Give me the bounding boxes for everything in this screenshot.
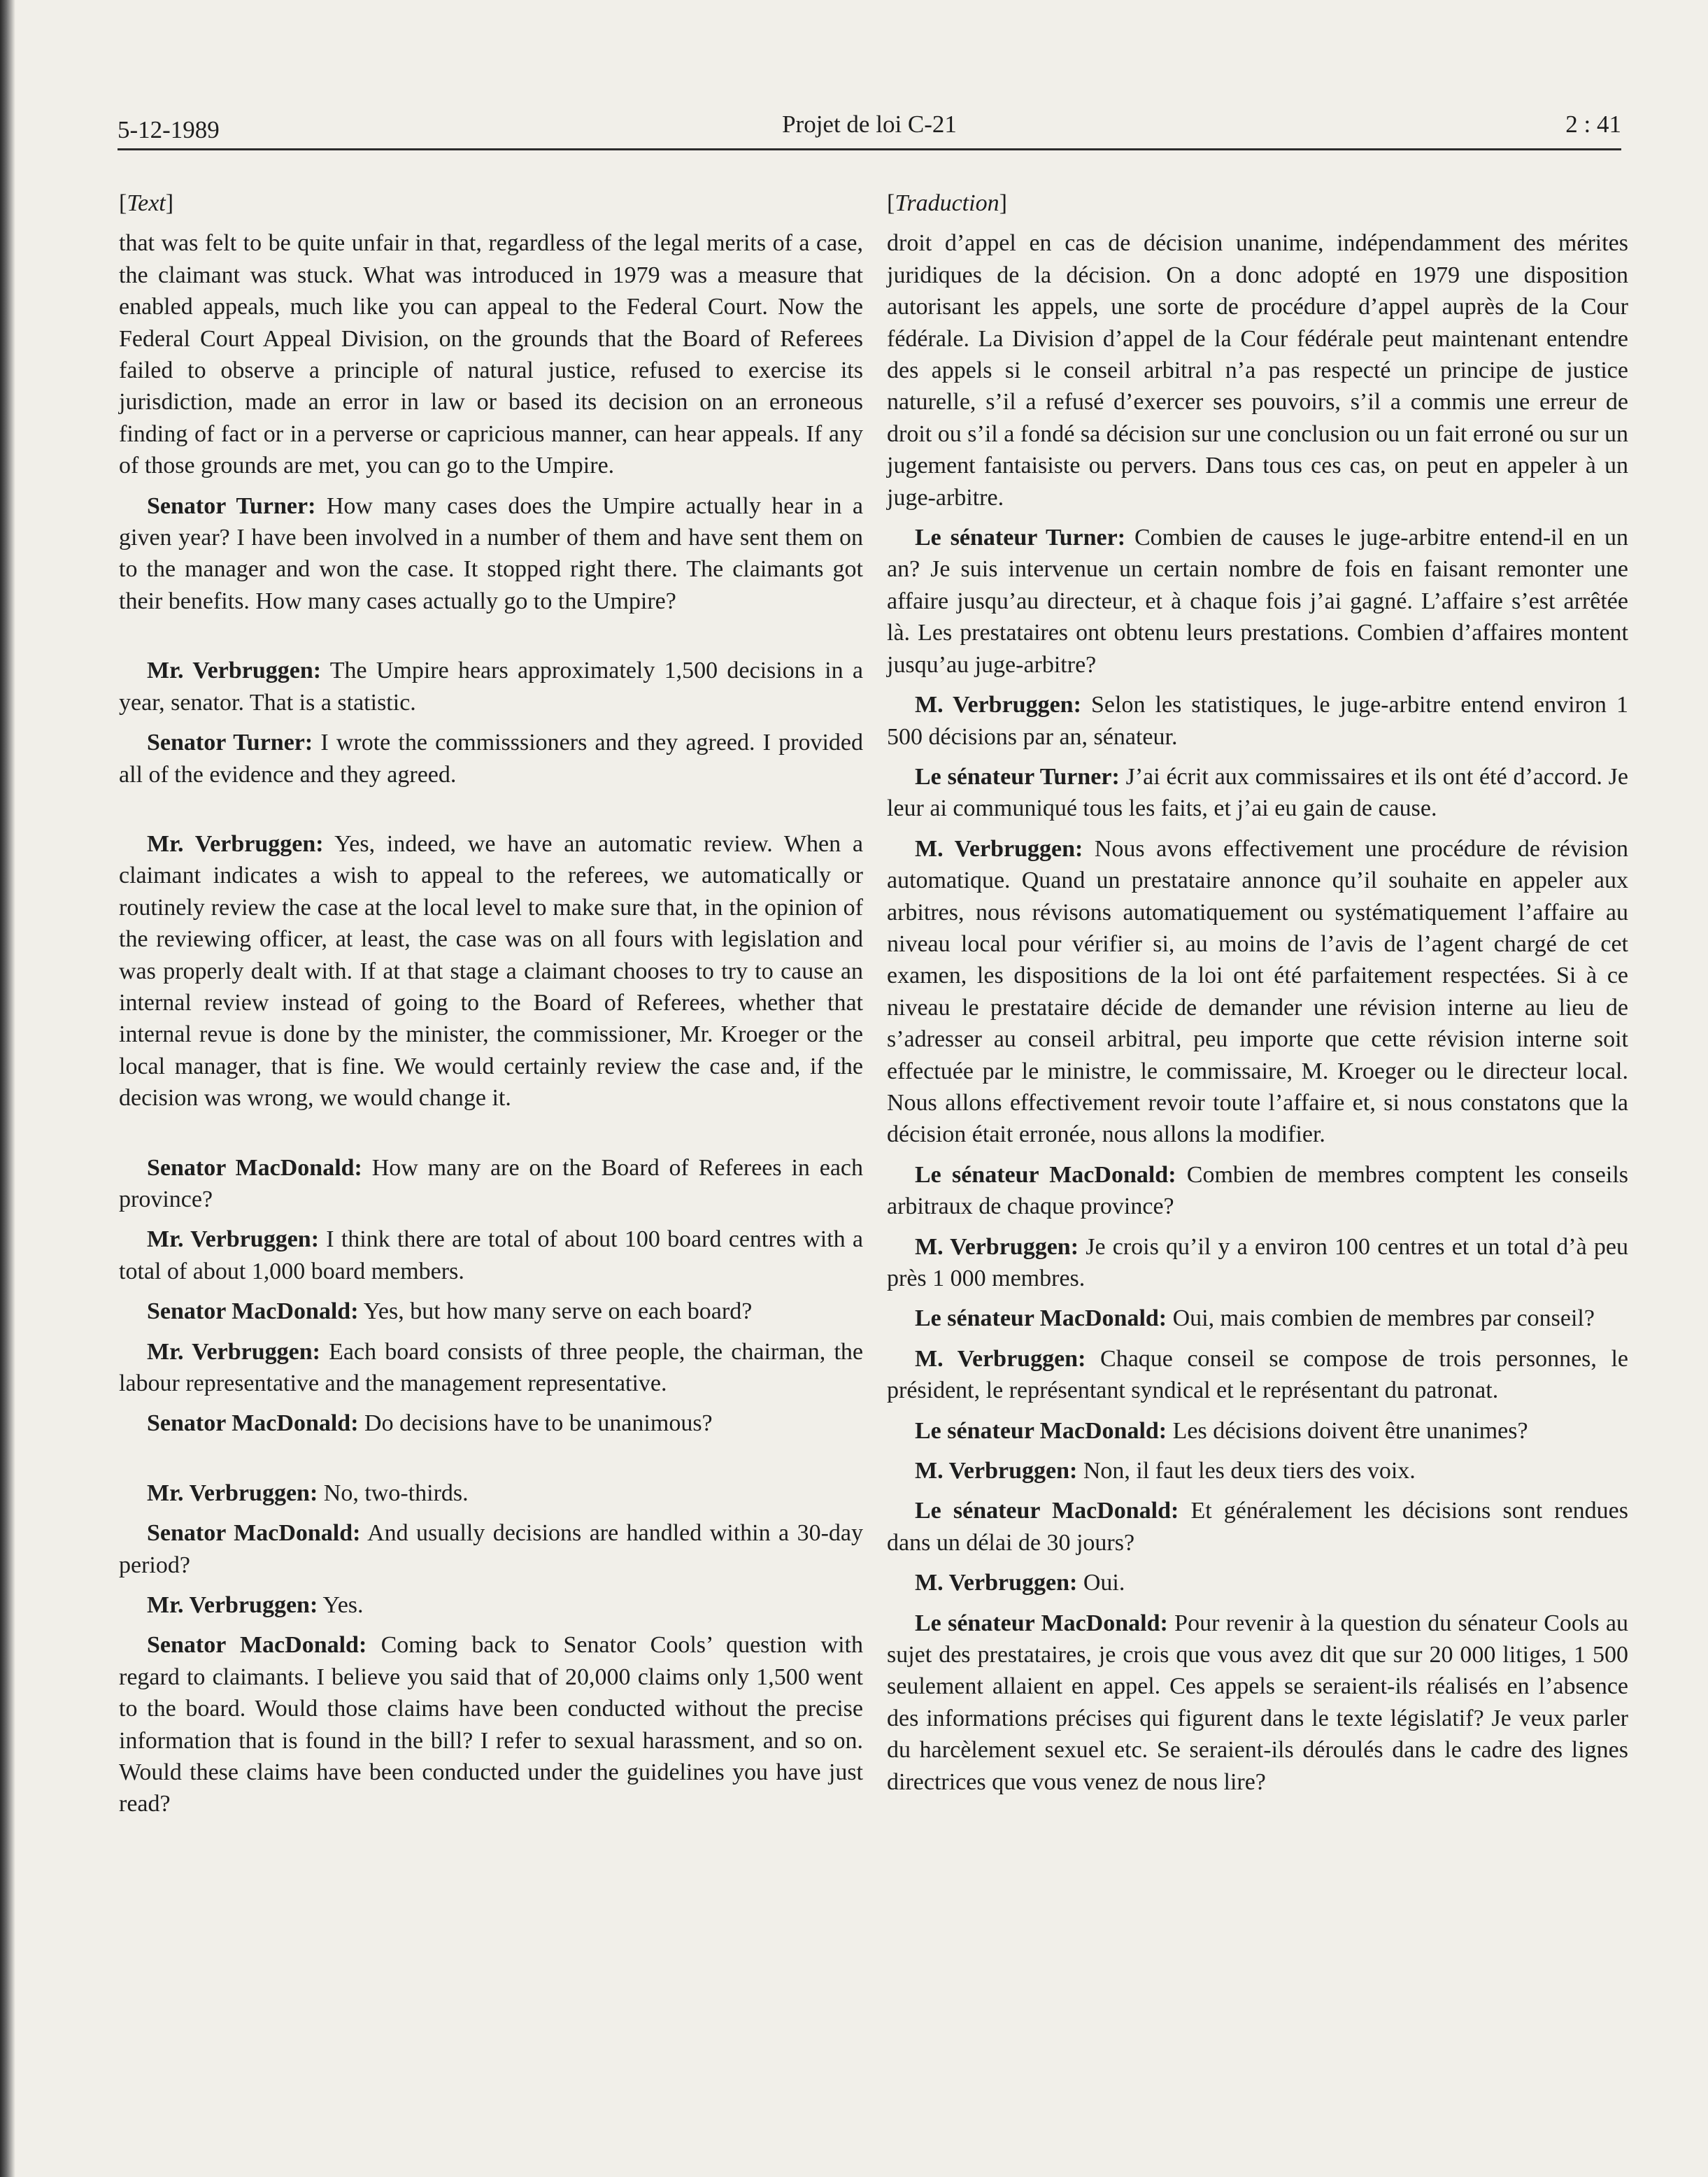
header-date: 5-12-1989: [118, 116, 220, 143]
paragraph-text: Coming back to Senator Cools’ question with regard to claimants. I believe you said that of 20,000 claims only 1,500 went to the board. Would those claims have been conducted without the precise information that is found in the bill? I refer to sexual harassment, and so on. Would these claims have been conducted under the guidelines you have just read?: [119, 1632, 864, 1817]
speaker-name: M. Verbruggen:: [915, 1345, 1086, 1372]
speaker-name: Mr. Verbruggen:: [147, 1592, 318, 1619]
paragraph-text: Pour revenir à la question du sénateur Cools au sujet des prestataires, je crois que vous avez dit que sur 20 000 litiges, 1 500 seulement allaient en appel. Ces appels se seraient-ils réalisés en l’absence des informations précises qui figurent dans le texte législatif? Je veux parler du harcèlement sexuel etc. Se seraient-ils déroulés dans le cadre des lignes directrices que vous venez de nous lire?: [887, 1610, 1628, 1795]
paragraph-text: that was felt to be quite unfair in that, regardless of the legal merits of a case, the claimant was stuck. What was introduced in 1979 was a measure that enabled appeals, much like you can appeal to the Federal Court. Now the Federal Court Appeal Division, on the grounds that the Board of Referees failed to observe a principle of natural justice, refused to exercise its jurisdiction, made an error in law or based its decision on an erroneous finding of fact or in a perverse or capricious manner, can hear appeals. If any of those grounds are met, you can go to the Umpire.: [119, 230, 863, 479]
paragraph: [119, 1629, 863, 1820]
speaker-name: Senator MacDonald:: [147, 1520, 361, 1547]
speaker-name: M. Verbruggen:: [915, 1570, 1078, 1596]
spacer: [119, 625, 863, 655]
speaker-name: M. Verbruggen:: [915, 835, 1083, 862]
paragraph-text: How many cases does the Umpire actually hear in a given year? I have been involved in a number of them and have sent them on to the manager and won the case. It stopped right there. The claimants got their benefits. How many cases actually go to the Umpire?: [119, 492, 863, 614]
english-column: [119, 187, 863, 1829]
speaker-name: Le sénateur MacDonald:: [915, 1305, 1167, 1332]
paragraph: [119, 1477, 863, 1509]
column-tag-text: Traduction: [895, 190, 999, 216]
paragraph-text: Yes.: [322, 1592, 364, 1619]
paragraph-text: Oui.: [1083, 1570, 1125, 1596]
paragraph: [887, 522, 1628, 681]
speaker-name: Senator MacDonald:: [147, 1154, 362, 1181]
speaker-name: Mr. Verbruggen:: [147, 658, 322, 684]
speaker-name: Le sénateur Turner:: [915, 763, 1120, 790]
paragraph-text: No, two-thirds.: [323, 1480, 469, 1506]
speaker-name: Le sénateur MacDonald:: [915, 1417, 1167, 1444]
spacer: [119, 1448, 863, 1477]
column-tag: [Traduction]: [887, 190, 1007, 216]
paragraph-text: Chaque conseil se compose de trois personnes, le président, le représentant syndical et le représentant du patronat.: [887, 1345, 1629, 1404]
paragraph-text: Yes, indeed, we have an automatic review. When a claimant indicates a wish to appeal to the referees, we automatically or routinely review the case at the local level to make sure that, in the opinion of the reviewing officer, at least, the case was on all fours with legislation and was properly dealt with. If at that stage a claimant chooses to try to cause an internal review instead of going to the Board of Referees, whether that internal revue is done by the minister, the commissioner, Mr. Kroeger or the local manager, that is fine. We would certainly review the case and, if the decision was wrong, we would change it.: [119, 830, 863, 1112]
paragraph: [887, 689, 1628, 753]
paragraph: [887, 1415, 1628, 1447]
paragraph: [119, 1589, 863, 1621]
paragraph-text: Combien de causes le juge-arbitre entend-il en un an? Je suis intervenue un certain nombre de fois en faisant remonter une affaire jusqu’au directeur, et à chaque fois j’ai gagné. L’affaire s’est arrêtée là. Les prestataires ont obtenu leurs prestations. Combien d’affaires montent jusqu’au juge-arbitre?: [887, 525, 1628, 678]
paragraph-text: Non, il faut les deux tiers des voix.: [1083, 1458, 1416, 1484]
paragraph-text: The Umpire hears approximately 1,500 decisions in a year, senator. That is a statistic.: [119, 658, 863, 716]
speaker-name: Senator MacDonald:: [147, 1410, 359, 1437]
french-column: [887, 187, 1628, 1806]
paragraph: [119, 655, 863, 718]
paragraph: [887, 1303, 1628, 1334]
paragraph: [119, 1296, 863, 1327]
header-rule: [118, 148, 1621, 150]
paragraph: [887, 1567, 1628, 1598]
speaker-name: Mr. Verbruggen:: [147, 1338, 320, 1365]
speaker-name: Senator Turner:: [147, 730, 313, 756]
paragraph: [119, 727, 863, 790]
paragraph-text: Each board consists of three people, the chairman, the labour representative and the management representative.: [119, 1338, 863, 1396]
paragraph-text: Et généralement les décisions sont rendues dans un délai de 30 jours?: [887, 1498, 1628, 1556]
header-title: Projet de loi C-21: [782, 111, 957, 138]
paragraph: [887, 761, 1628, 825]
paragraph: [119, 227, 863, 481]
paragraph-text: I wrote the commisssioners and they agreed. I provided all of the evidence and they agreed.: [119, 730, 863, 788]
paragraph-text: Oui, mais combien de membres par conseil?: [1172, 1305, 1595, 1332]
paragraph: [119, 1407, 863, 1439]
paragraph: [887, 1495, 1628, 1559]
paragraph: [119, 828, 863, 1114]
speaker-name: Le sénateur Turner:: [915, 525, 1126, 551]
speaker-name: Senator Turner:: [147, 492, 316, 519]
paragraph: [119, 1224, 863, 1287]
paragraph: [887, 1455, 1628, 1487]
paragraph-text: Selon les statistiques, le juge-arbitre entend environ 1 500 décisions par an, sénateur.: [887, 692, 1628, 750]
speaker-name: M. Verbruggen:: [915, 1233, 1079, 1260]
page-header: [118, 111, 1621, 153]
speaker-name: M. Verbruggen:: [915, 692, 1081, 718]
header-page-number: 2 : 41: [1565, 111, 1621, 138]
speaker-name: Senator MacDonald:: [147, 1298, 359, 1325]
paragraph-text: Nous avons effectivement une procédure de révision automatique. Quand un prestataire annonce qu’il souhaite en appeler aux arbitres, nous révisons automatiquement ou systématiquement l’affaire au niveau local pour vérifier si, au moins de l’avis de l’agent chargé de cet examen, les dispositions de la loi ont été parfaitement respectées. Si à ce niveau le prestataire décide de demander une révision interne au lieu de s’adresser au conseil arbitral, peu importe que cette révision interne soit effectuée par le ministre, le commissaire, M. Kroeger ou le directeur local. Nous allons effectivement revoir toute l’affaire et, si nous constatons que la décision était erronée, nous allons la modifier.: [887, 835, 1629, 1148]
column-tag-text: Text: [127, 190, 166, 216]
paragraph-text: Je crois qu’il y a environ 100 centres et un total d’à peu près 1 000 membres.: [887, 1233, 1628, 1291]
paragraph: [887, 227, 1628, 513]
paragraph: [119, 1517, 863, 1581]
paragraph: [887, 1159, 1628, 1223]
speaker-name: M. Verbruggen:: [915, 1458, 1078, 1484]
paragraph: [887, 1343, 1628, 1407]
speaker-name: Le sénateur MacDonald:: [915, 1610, 1168, 1636]
paragraph: [119, 1152, 863, 1216]
speaker-name: Le sénateur MacDonald:: [915, 1161, 1176, 1188]
paragraph-text: I think there are total of about 100 board centres with a total of about 1,000 board members.: [119, 1226, 863, 1284]
paragraph: [887, 1231, 1628, 1295]
speaker-name: Senator MacDonald:: [147, 1632, 367, 1659]
paragraph: [887, 1608, 1628, 1798]
speaker-name: Mr. Verbruggen:: [147, 830, 324, 857]
paragraph-text: J’ai écrit aux commissaires et ils ont été d’accord. Je leur ai communiqué tous les faits, et j’ai eu gain de cause.: [887, 763, 1628, 822]
paragraph-text: Yes, but how many serve on each board?: [363, 1298, 753, 1325]
paragraph-text: droit d’appel en cas de décision unanime, indépendamment des mérites juridiques de la décision. On a donc adopté en 1979 une disposition autorisant les appels, une sorte de procédure d’appel auprès de la Cour fédérale. La Division d’appel de la Cour fédérale peut maintenant entendre des appels si le conseil arbitral n’a pas respecté un principe de justice naturelle, s’il a refusé d’exercer ses pouvoirs, s’il a commis une erreur de droit ou s’il a fondé sa décision sur une conclusion ou un fait erroné ou sur un jugement fantaisiste ou pervers. Dans tous ces cas, on peut en appeler à un juge-arbitre.: [887, 230, 1628, 511]
paragraph-text: How many are on the Board of Referees in each province?: [119, 1154, 864, 1212]
paragraph-text: Les décisions doivent être unanimes?: [1172, 1417, 1528, 1444]
spacer: [119, 1123, 863, 1152]
paragraph: [887, 833, 1628, 1151]
paragraph-text: And usually decisions are handled within a 30-day period?: [119, 1520, 864, 1578]
paragraph: [119, 490, 863, 618]
spacer: [119, 799, 863, 828]
binding-shadow: [0, 0, 15, 2177]
speaker-name: Mr. Verbruggen:: [147, 1480, 318, 1506]
speaker-name: Mr. Verbruggen:: [147, 1226, 320, 1253]
paragraph: [119, 1336, 863, 1400]
paragraph-text: Do decisions have to be unanimous?: [364, 1410, 713, 1437]
paragraph-text: Combien de membres comptent les conseils arbitraux de chaque province?: [887, 1161, 1629, 1220]
speaker-name: Le sénateur MacDonald:: [915, 1498, 1179, 1524]
column-tag: [Text]: [119, 190, 174, 216]
